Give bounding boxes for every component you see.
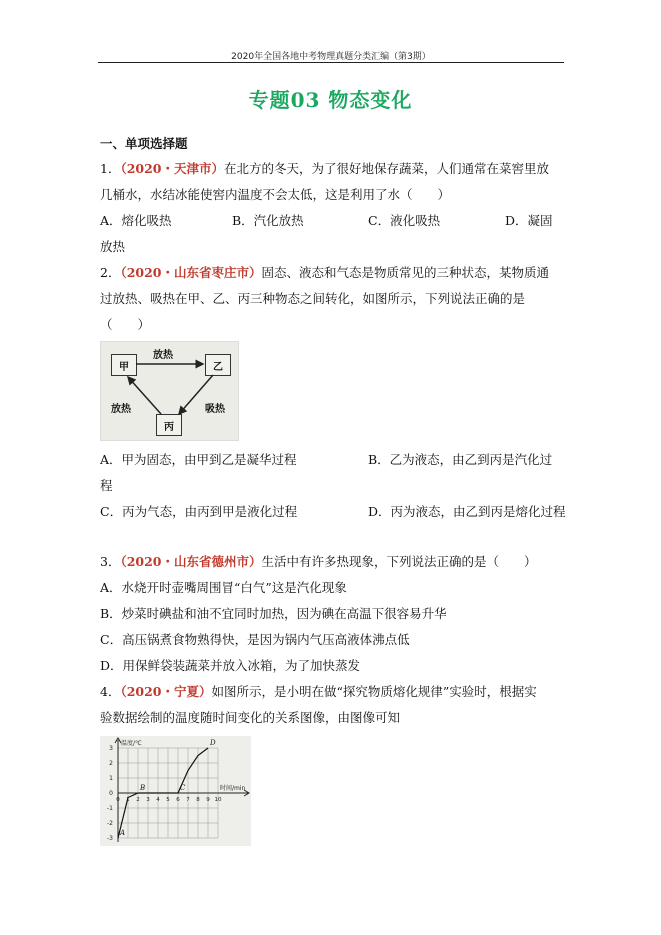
node-bing: 丙	[156, 414, 182, 436]
x-tick-label: 8	[196, 797, 200, 803]
q2-option-a: A．甲为固态，由甲到乙是凝华过程	[100, 452, 297, 467]
q2-text-1: 固态、液态和气态是物质常见的三种状态，某物质通	[261, 265, 550, 280]
q3-source: （2020・山东省德州市）	[120, 554, 262, 569]
q2-option-d: D．丙为液态，由乙到丙是熔化过程	[368, 504, 566, 519]
q2-option-b-cont: 程	[100, 478, 113, 493]
q4-line1	[100, 683, 537, 701]
q4-number: 4．	[100, 684, 121, 699]
q2-option-b: B．乙为液态，由乙到丙是汽化过	[368, 452, 553, 467]
y-tick-label: 1	[109, 775, 113, 782]
x-tick-label: 1	[126, 797, 130, 803]
state-transition-diagram	[100, 341, 239, 441]
q4-source: （2020・宁夏）	[120, 684, 212, 699]
q1-text-1: 在北方的冬天，为了很好地保存蔬菜，人们通常在菜窖里放	[224, 161, 550, 176]
q1-option-c: C．液化吸热	[368, 213, 441, 228]
x-tick-label: 3	[146, 797, 150, 803]
q3-option-b: B．炒菜时碘盐和油不宜同时加热，因为碘在高温下很容易升华	[100, 606, 447, 621]
y-tick-label: -1	[107, 805, 113, 812]
q3-option-d: D．用保鲜袋装蔬菜并放入冰箱，为了加快蒸发	[100, 658, 361, 673]
point-label: A	[120, 829, 126, 837]
x-tick-label: 5	[166, 797, 170, 803]
arrow-bing-to-jia	[128, 377, 161, 414]
q1-option-d: D．凝固	[505, 213, 553, 228]
q4-text-1: 如图所示，是小明在做“探究物质熔化规律”实验时，根据实	[211, 684, 537, 699]
q2-line1	[100, 264, 549, 282]
page-title: 专题03 物态变化	[248, 88, 413, 112]
x-tick-label: 0	[116, 797, 120, 803]
q2-option-c: C．丙为气态，由丙到甲是液化过程	[100, 504, 298, 519]
header-divider	[98, 62, 564, 63]
y-tick-label: -3	[107, 835, 113, 842]
x-tick-label: 10	[214, 797, 222, 803]
x-tick-label: 9	[206, 797, 210, 803]
q1-line1	[100, 160, 549, 178]
q1-option-b: B．汽化放热	[232, 213, 304, 228]
node-jia: 甲	[111, 354, 137, 376]
y-tick-label: -2	[107, 820, 113, 827]
q3-line1	[100, 553, 537, 571]
q2-line2: 过放热、吸热在甲、乙、丙三种物态之间转化，如图所示，下列说法正确的是	[100, 291, 526, 306]
temperature-chart	[100, 736, 251, 846]
point-label: B	[140, 784, 146, 792]
x-tick-label: 4	[156, 797, 160, 803]
y-tick-label: 3	[109, 745, 113, 752]
label-left: 放热	[111, 404, 131, 415]
q1-option-a: A．熔化吸热	[100, 213, 172, 228]
diagram-arrows	[101, 342, 238, 440]
y-tick-label: 0	[109, 790, 113, 797]
page-header: 2020年全国各地中考物理真题分类汇编（第3期）	[231, 52, 431, 62]
x-tick-label: 2	[136, 797, 140, 803]
q2-source: （2020・山东省枣庄市）	[120, 265, 262, 280]
chart-svg	[100, 736, 251, 846]
x-tick-label: 7	[186, 797, 190, 803]
section-heading: 一、单项选择题	[100, 136, 188, 151]
q1-line2: 几桶水，水结冰能使窖内温度不会太低，这是利用了水（ ）	[100, 187, 451, 202]
q3-number: 3．	[100, 554, 121, 569]
point-label: C	[180, 784, 186, 792]
q4-line2: 验数据绘制的温度随时间变化的关系图像，由图像可知	[100, 710, 401, 725]
label-top: 放热	[153, 350, 173, 361]
q2-line3: （ ）	[100, 317, 151, 332]
q3-option-a: A．水烧开时壶嘴周围冒“白气”这是汽化现象	[100, 580, 347, 595]
q3-option-c: C．高压锅煮食物熟得快，是因为锅内气压高液体沸点低	[100, 632, 410, 647]
x-tick-label: 6	[176, 797, 180, 803]
q1-option-d-cont: 放热	[100, 239, 126, 254]
y-axis-label: 温度/℃	[121, 740, 142, 747]
y-tick-label: 2	[109, 760, 113, 767]
q3-text-1: 生活中有许多热现象，下列说法正确的是（ ）	[261, 554, 537, 569]
q1-source: （2020・天津市）	[120, 161, 224, 176]
q2-number: 2．	[100, 265, 121, 280]
q1-number: 1．	[100, 161, 121, 176]
arrow-yi-to-bing	[179, 375, 213, 414]
node-yi: 乙	[205, 354, 231, 376]
label-right: 吸热	[205, 404, 225, 415]
point-label: D	[210, 739, 216, 747]
x-axis-label: 时间/min	[220, 785, 246, 792]
